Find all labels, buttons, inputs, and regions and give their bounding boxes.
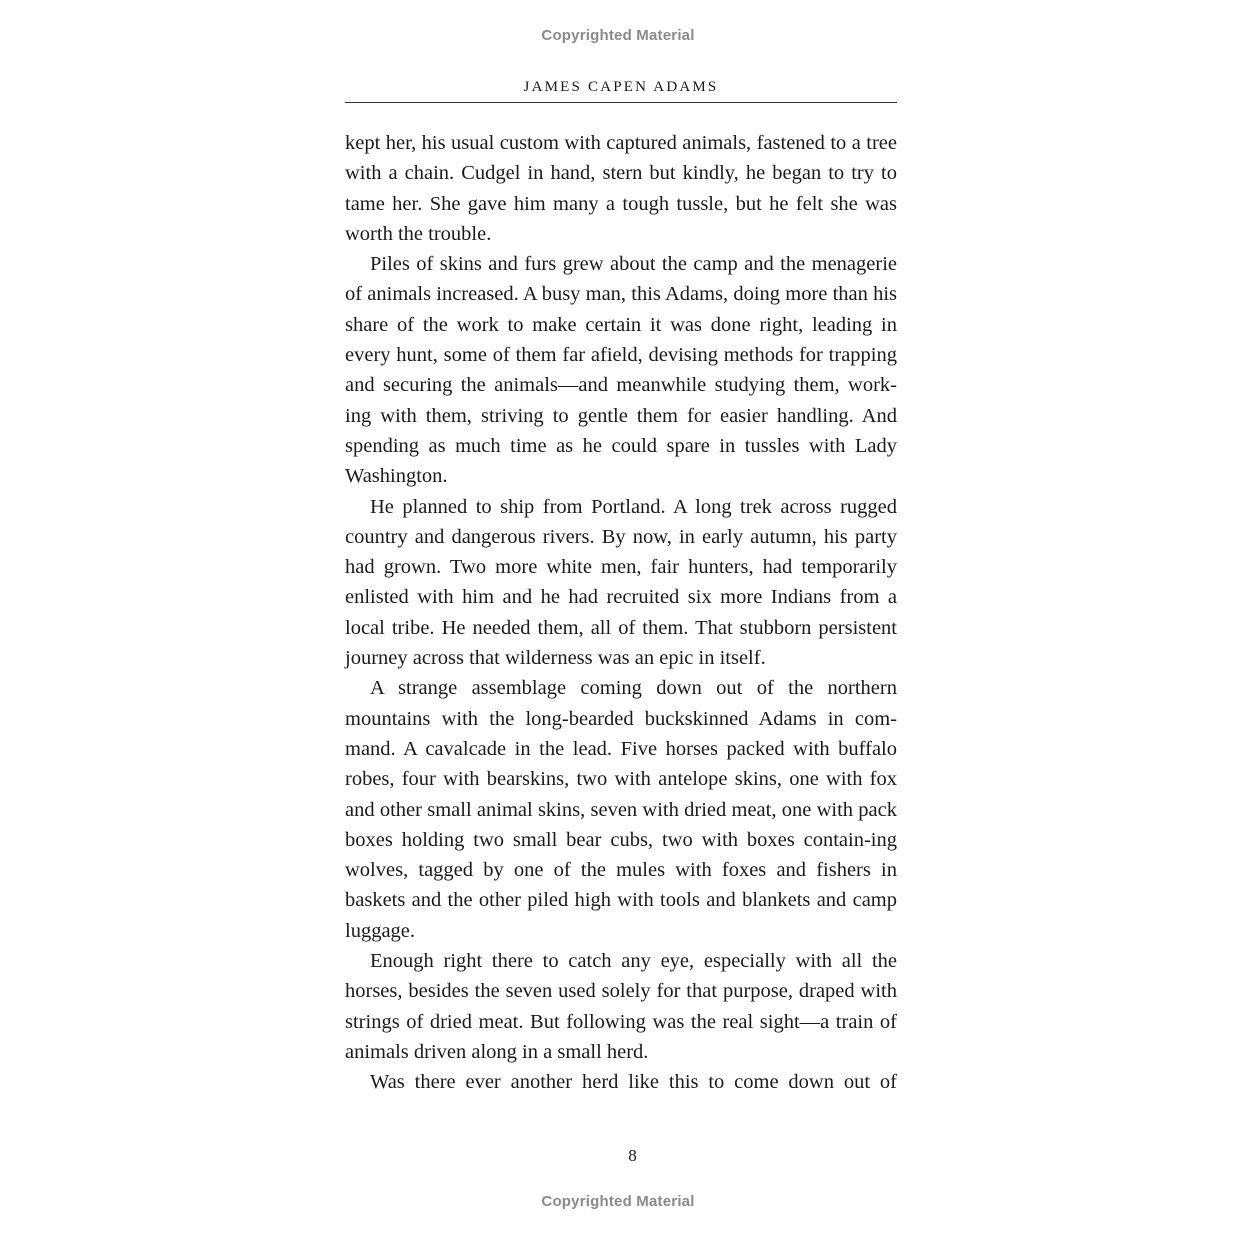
paragraph-4: A strange assemblage coming down out of the northern mountains with the long-bearded buckskinned Adams in com-mand. A cavalcade in the lead. Five horses packed with buffalo robes, four with bearskins, two with antelope skins, one with fox and other small animal skins, seven with dried meat, one with pack boxes holding two small bear cubs, two with boxes contain-ing wolves, tagged by one of the mules with foxes and fishers in baskets and the other piled high with tools and blankets and camp luggage.: [345, 677, 897, 942]
header-rule: [345, 102, 897, 103]
paragraph-3: He planned to ship from Portland. A long trek across rugged country and dangerous rivers. By now, in early autumn, his party had grown. Two more white men, fair hunters, had temporarily enlisted with him and he had recruited six more Indians from a local tribe. He needed them, all of them. That stubborn persistent journey across that wilderness was an epic in itself.: [345, 495, 897, 670]
paragraph-2: Piles of skins and furs grew about the camp and the menagerie of animals increased. A busy man, this Adams, doing more than his share of the work to make certain it was done right, leading in every hunt, some of them far afield, devising methods for trapping and securing the animals—and meanwhile studying them, work-ing with them, striving to gentle them for easier handling. And spending as much time as he could spare in tussles with Lady Washington.: [345, 253, 897, 488]
paragraph-5: Enough right there to catch any eye, especially with all the horses, besides the seven used solely for that purpose, draped with strings of dried meat. But following was the real sight—a train of animals driven along in a small herd.: [345, 950, 897, 1063]
copyright-watermark-bottom: Copyrighted Material: [541, 1193, 695, 1210]
body-text: [345, 128, 897, 1098]
running-head: JAMES CAPEN ADAMS: [523, 79, 719, 95]
page-number: 8: [628, 1146, 637, 1165]
paragraph-6: Was there ever another herd like this to come down out of: [370, 1071, 897, 1094]
copyright-watermark-top: Copyrighted Material: [541, 27, 695, 44]
paragraph-1: kept her, his usual custom with captured animals, fastened to a tree with a chain. Cudgel in hand, stern but kindly, he began to try to tame her. She gave him many a tough tussle, but he felt she was worth the trouble.: [345, 132, 897, 245]
